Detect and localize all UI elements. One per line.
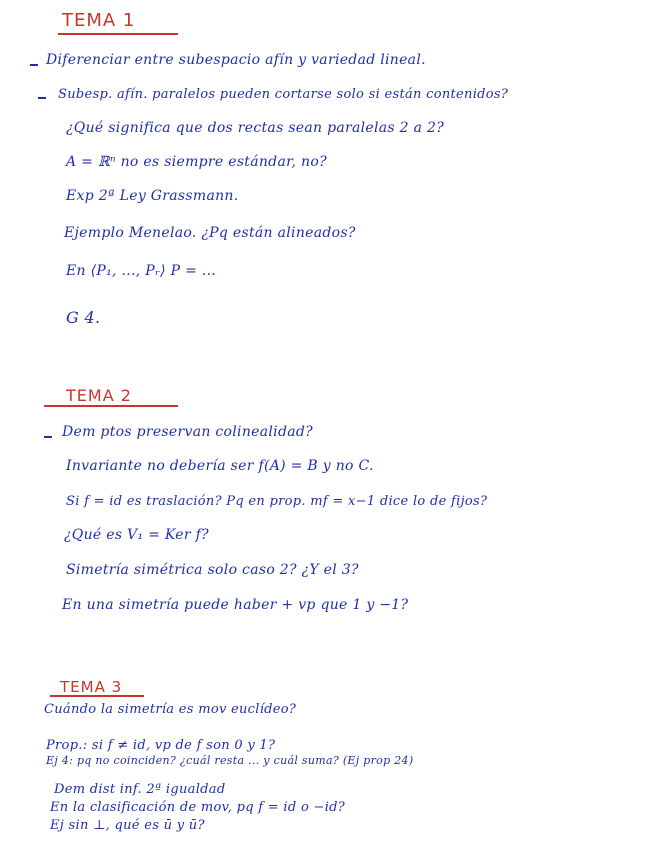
tema-3-heading: TEMA 3 [60,678,123,696]
tema-2-heading: TEMA 2 [66,386,132,405]
tema-1-line-7: En ⟨P₁, ..., Pᵣ⟩ P = ... [66,263,217,279]
tema-2-line-3: Si f = id es traslación? Pq en prop. mf = x−1 dice lo de fijos? [66,494,488,509]
tema-3-line-3: Ej 4: pq no coinciden? ¿cuál resta ... y cuál suma? (Ej prop 24) [46,754,414,767]
tema-2-line-2: Invariante no debería ser f(A) = B y no C. [66,458,374,474]
tema-3-line-4: Dem dist inf. 2ª igualdad [54,782,226,797]
tema-2-line-5: Simetría simétrica solo caso 2? ¿Y el 3? [66,562,359,578]
tema-2-line-1: Dem ptos preservan colinealidad? [62,424,313,440]
tema-3-line-6: Ej sin ⊥, qué es ū y ū? [50,818,205,833]
bullet-dash [44,436,52,438]
tema-1-line-6: Ejemplo Menelao. ¿Pq están alineados? [64,225,356,241]
tema-1-line-4: A = ℝⁿ no es siempre estándar, no? [66,154,327,170]
tema-3-underline [50,695,144,697]
tema-1-heading: TEMA 1 [62,10,136,31]
bullet-dash [38,97,46,99]
tema-3-line-2: Prop.: si f ≠ id, vp de f son 0 y 1? [46,738,276,753]
tema-2-underline [44,405,178,407]
tema-2-line-4: ¿Qué es V₁ = Ker f? [64,527,209,543]
tema-3-line-1: Cuándo la simetría es mov euclídeo? [44,702,297,717]
tema-1-underline [58,33,178,35]
tema-1-line-8: G 4. [66,308,101,327]
bullet-dash [30,64,38,66]
tema-1-line-2: Subesp. afín. paralelos pueden cortarse solo si están contenidos? [58,87,509,102]
tema-3-line-5: En la clasificación de mov, pq f = id o −id? [50,800,346,815]
tema-1-line-3: ¿Qué significa que dos rectas sean paralelas 2 a 2? [66,120,445,136]
tema-1-line-1: Diferenciar entre subespacio afín y variedad lineal. [46,52,426,68]
tema-2-line-6: En una simetría puede haber + vp que 1 y −1? [62,597,409,613]
tema-1-line-5: Exp 2ª Ley Grassmann. [66,188,239,204]
